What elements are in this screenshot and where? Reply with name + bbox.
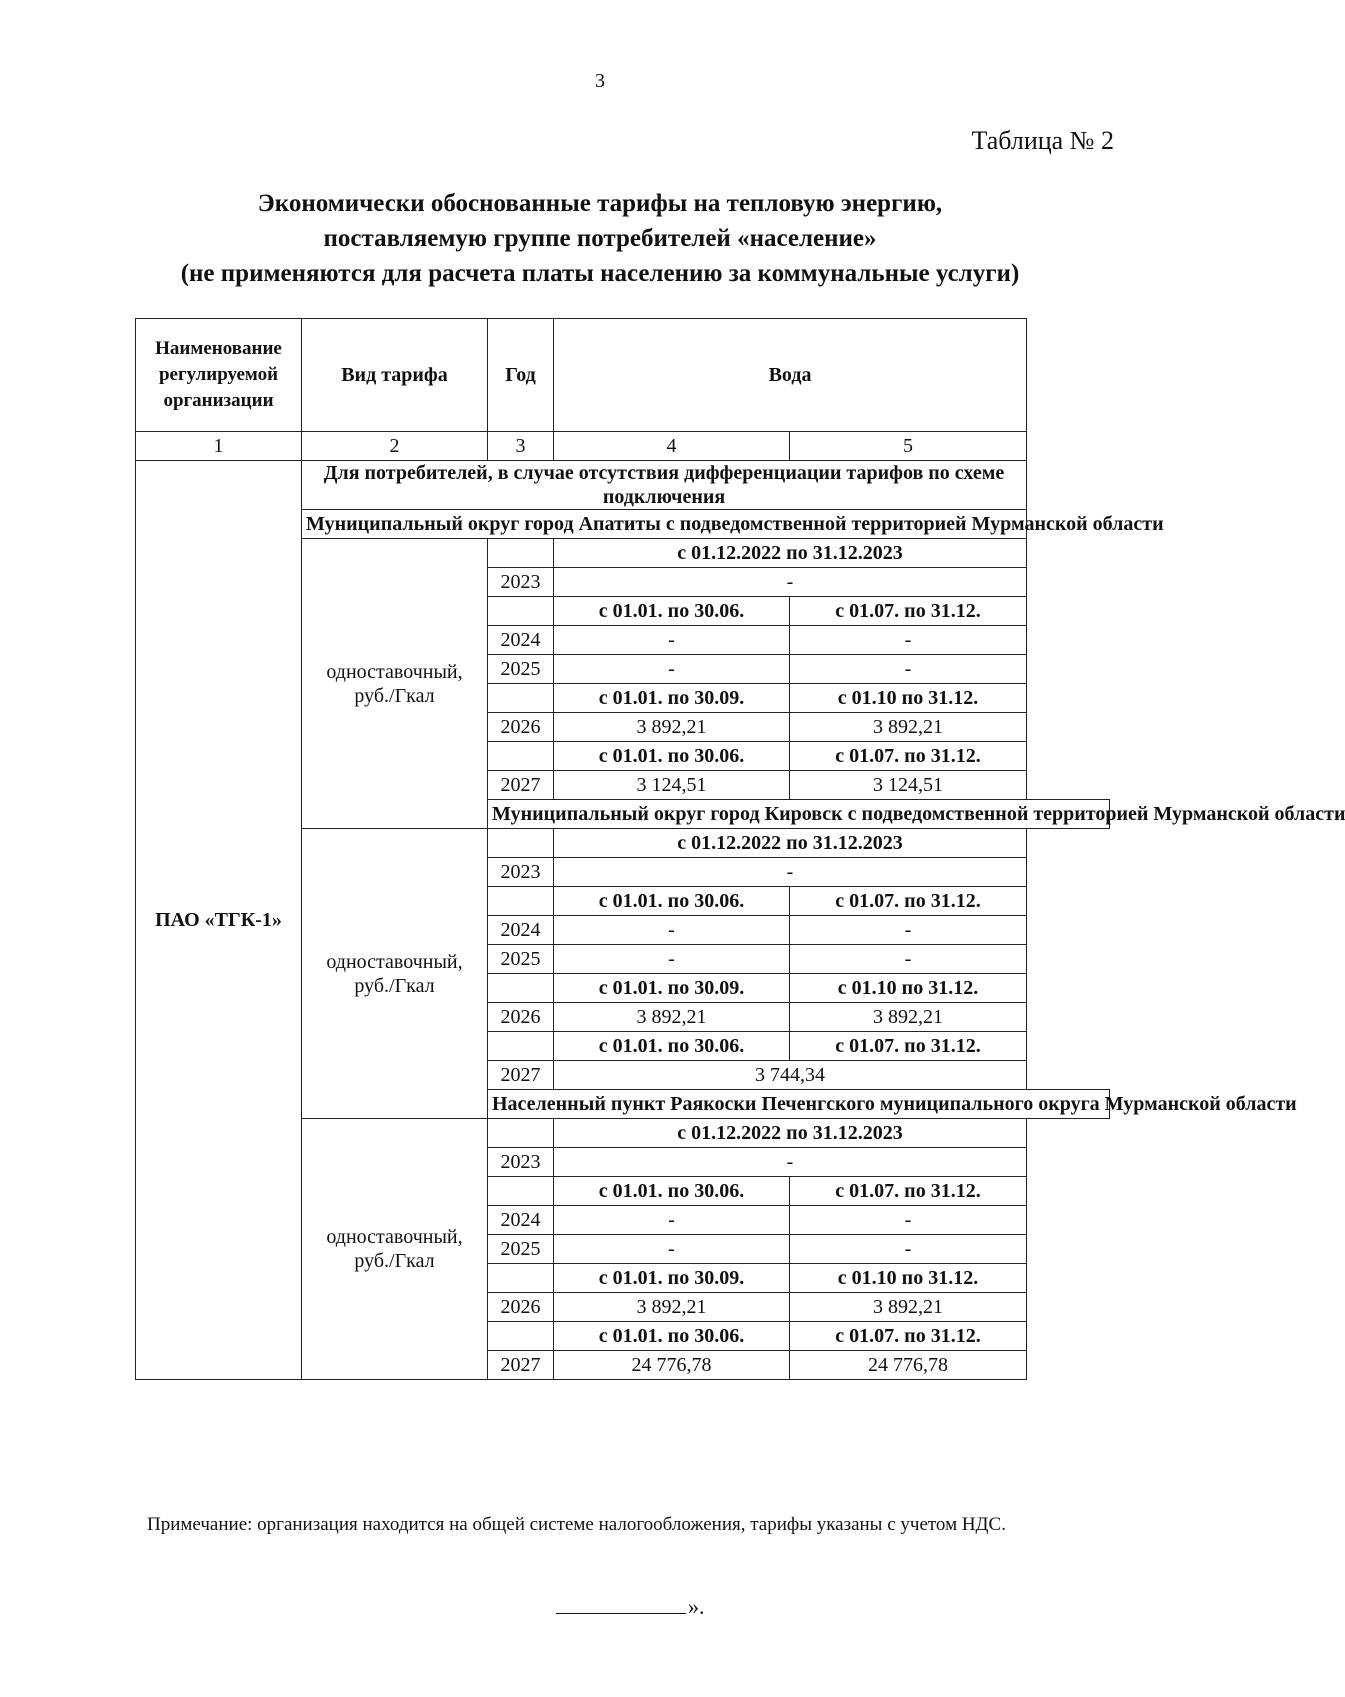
period-label: с 01.01. по 30.09. [554, 974, 790, 1003]
header-row [136, 319, 1110, 432]
period-label: с 01.01. по 30.09. [554, 684, 790, 713]
tariff-value: 3 892,21 [790, 1293, 1027, 1322]
year-cell-empty [488, 1177, 554, 1206]
year-cell: 2023 [488, 858, 554, 887]
organization-name: ПАО «ТГК-1» [136, 461, 302, 1380]
tariff-value: 3 744,34 [554, 1061, 1027, 1090]
tariff-value: - [790, 916, 1027, 945]
title-line-3: (не применяются для расчета платы населению за коммунальные услуги) [180, 260, 1020, 287]
tariff-value: - [554, 1235, 790, 1264]
header-org: Наименование регулируемой организации [136, 319, 302, 432]
period-label: с 01.12.2022 по 31.12.2023 [554, 1119, 1027, 1148]
tariff-value: 3 892,21 [790, 1003, 1027, 1032]
year-cell-empty [488, 1119, 554, 1148]
year-cell-empty [488, 742, 554, 771]
tariff-value: 24 776,78 [554, 1351, 790, 1380]
title-line-1: Экономически обоснованные тарифы на тепловую энергию, [257, 190, 943, 217]
year-cell-empty [488, 597, 554, 626]
header-water: Вода [554, 319, 1027, 432]
year-cell-empty [488, 974, 554, 1003]
year-cell: 2027 [488, 1351, 554, 1380]
year-cell: 2026 [488, 1003, 554, 1032]
period-label: с 01.01. по 30.09. [554, 1264, 790, 1293]
tariff-kind: одноставочный, руб./Гкал [302, 539, 488, 829]
group-caption-row [136, 461, 1110, 510]
tariff-value: - [554, 1206, 790, 1235]
period-label: с 01.07. по 31.12. [790, 887, 1027, 916]
tariff-value: 3 124,51 [790, 771, 1027, 800]
year-cell-empty [488, 1322, 554, 1351]
tariff-value: 3 892,21 [554, 713, 790, 742]
closing-mark [556, 1594, 705, 1620]
year-cell-empty [488, 684, 554, 713]
year-cell: 2023 [488, 1148, 554, 1177]
period-label: с 01.01. по 30.06. [554, 1177, 790, 1206]
year-cell-empty [488, 1264, 554, 1293]
tariff-kind: одноставочный, руб./Гкал [302, 829, 488, 1119]
period-label: с 01.07. по 31.12. [790, 1322, 1027, 1351]
year-cell-empty [488, 1032, 554, 1061]
title-line-2: поставляемую группе потребителей «население» [323, 225, 877, 252]
year-cell-empty [488, 829, 554, 858]
tariff-value: - [790, 1206, 1027, 1235]
section-title: Муниципальный округ город Апатиты с подведомственной территорией Мурманской области [302, 510, 1027, 539]
column-number: 5 [790, 432, 1027, 461]
tariff-value: 24 776,78 [790, 1351, 1027, 1380]
year-cell: 2025 [488, 1235, 554, 1264]
period-label: с 01.10 по 31.12. [790, 1264, 1027, 1293]
page-number: 3 [595, 70, 605, 92]
tariff-value: - [554, 858, 1027, 887]
tariff-value: - [554, 916, 790, 945]
section-title: Муниципальный округ город Кировск с подведомственной территорией Мурманской области [488, 800, 1110, 829]
column-number: 2 [302, 432, 488, 461]
year-cell: 2023 [488, 568, 554, 597]
year-cell-empty [488, 539, 554, 568]
section-title: Населенный пункт Раякоски Печенгского муниципального округа Мурманской области [488, 1090, 1110, 1119]
column-number: 1 [136, 432, 302, 461]
tariff-value: - [790, 655, 1027, 684]
year-cell: 2026 [488, 1293, 554, 1322]
tariff-value: - [554, 568, 1027, 597]
tariff-value: - [790, 1235, 1027, 1264]
period-label: с 01.12.2022 по 31.12.2023 [554, 539, 1027, 568]
period-label: с 01.07. по 31.12. [790, 742, 1027, 771]
period-label: с 01.07. по 31.12. [790, 597, 1027, 626]
period-label: с 01.01. по 30.06. [554, 742, 790, 771]
period-label: с 01.01. по 30.06. [554, 887, 790, 916]
header-year: Год [488, 319, 554, 432]
period-label: с 01.01. по 30.06. [554, 1032, 790, 1061]
tariff-table [135, 318, 1345, 1380]
group-caption: Для потребителей, в случае отсутствия дифференциации тарифов по схеме подключения [302, 461, 1027, 510]
signature-line [556, 1595, 686, 1614]
tariff-value: - [554, 655, 790, 684]
tariff-value: - [554, 945, 790, 974]
footnote: Примечание: организация находится на общей системе налогообложения, тарифы указаны с учетом НДС. [147, 1514, 1006, 1535]
tariff-value: 3 892,21 [554, 1293, 790, 1322]
year-cell: 2025 [488, 945, 554, 974]
tariff-value: 3 892,21 [790, 713, 1027, 742]
tariff-value: 3 124,51 [554, 771, 790, 800]
tariff-value: - [554, 1148, 1027, 1177]
table-label: Таблица № 2 [971, 126, 1114, 155]
year-cell: 2027 [488, 771, 554, 800]
column-number-row [136, 432, 1110, 461]
period-label: с 01.10 по 31.12. [790, 974, 1027, 1003]
tariff-value: 3 892,21 [554, 1003, 790, 1032]
year-cell: 2024 [488, 626, 554, 655]
year-cell: 2024 [488, 916, 554, 945]
year-cell-empty [488, 887, 554, 916]
period-label: с 01.10 по 31.12. [790, 684, 1027, 713]
year-cell: 2024 [488, 1206, 554, 1235]
year-cell: 2027 [488, 1061, 554, 1090]
tariff-value: - [790, 945, 1027, 974]
period-label: с 01.07. по 31.12. [790, 1032, 1027, 1061]
tariff-value: - [790, 626, 1027, 655]
tariff-value: - [554, 626, 790, 655]
period-label: с 01.07. по 31.12. [790, 1177, 1027, 1206]
year-cell: 2025 [488, 655, 554, 684]
period-label: с 01.12.2022 по 31.12.2023 [554, 829, 1027, 858]
column-number: 3 [488, 432, 554, 461]
tariff-kind: одноставочный, руб./Гкал [302, 1119, 488, 1380]
header-tariff-type: Вид тарифа [302, 319, 488, 432]
column-number: 4 [554, 432, 790, 461]
period-label: с 01.01. по 30.06. [554, 1322, 790, 1351]
period-label: с 01.01. по 30.06. [554, 597, 790, 626]
closing-quote: ». [688, 1594, 705, 1619]
document-title [100, 186, 1100, 291]
year-cell: 2026 [488, 713, 554, 742]
